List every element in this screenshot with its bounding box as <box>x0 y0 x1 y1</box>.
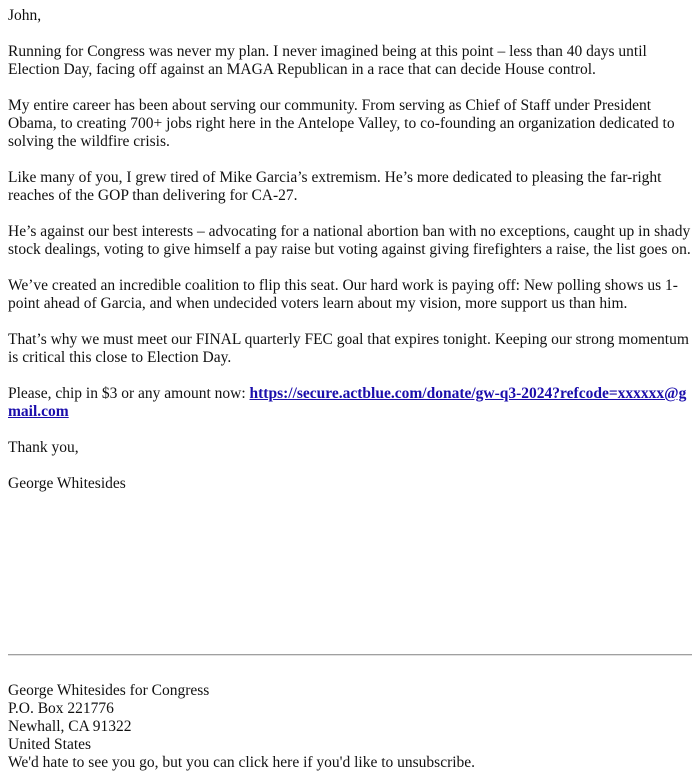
signature: George Whitesides <box>8 475 126 492</box>
greeting: John, <box>8 7 42 24</box>
unsubscribe-text[interactable]: We'd hate to see you go, but you can click here if you'd like to unsubscribe. <box>8 754 476 771</box>
footer-city-state-zip: Newhall, CA 91322 <box>8 718 132 735</box>
paragraph-coalition: We’ve created an incredible coalition to flip this seat. Our hard work is paying off: New polling shows us 1-point ahead of Garcia, and when undecided voters learn about my vision, more support us than him. <box>8 277 678 312</box>
paragraph-intro: Running for Congress was never my plan. I never imagined being at this point – less than 40 days until Election Day, facing off against an MAGA Republican in a race that can decide House control. <box>8 43 647 78</box>
closing: Thank you, <box>8 439 79 456</box>
paragraph-issues: He’s against our best interests – advocating for a national abortion ban with no exceptions, caught up in shady stock dealings, voting to give himself a pay raise but voting against giving firefighters a raise, the list goes on. <box>8 223 691 258</box>
paragraph-career: My entire career has been about serving our community. From serving as Chief of Staff under President Obama, to creating 700+ jobs right here in the Antelope Valley, to co-founding an organization dedicated to solving the wildfire crisis. <box>8 97 675 150</box>
footer <box>8 682 692 772</box>
donate-paragraph <box>8 385 692 421</box>
donate-link[interactable]: https://secure.actblue.com/donate/gw-q3-2024?refcode=xxxxxx@gmail.com <box>8 385 687 420</box>
donate-prompt: Please, chip in $3 or any amount now: <box>8 385 250 402</box>
footer-po-box: P.O. Box 221776 <box>8 700 114 717</box>
paragraph-opponent: Like many of you, I grew tired of Mike Garcia’s extremism. He’s more dedicated to pleasing the far-right reaches of the GOP than delivering for CA-27. <box>8 169 662 204</box>
footer-country: United States <box>8 736 92 753</box>
footer-divider <box>8 654 692 656</box>
email-body <box>8 7 692 511</box>
footer-org: George Whitesides for Congress <box>8 682 210 699</box>
paragraph-goal: That’s why we must meet our FINAL quarterly FEC goal that expires tonight. Keeping our strong momentum is critical this close to Election Day. <box>8 331 689 366</box>
